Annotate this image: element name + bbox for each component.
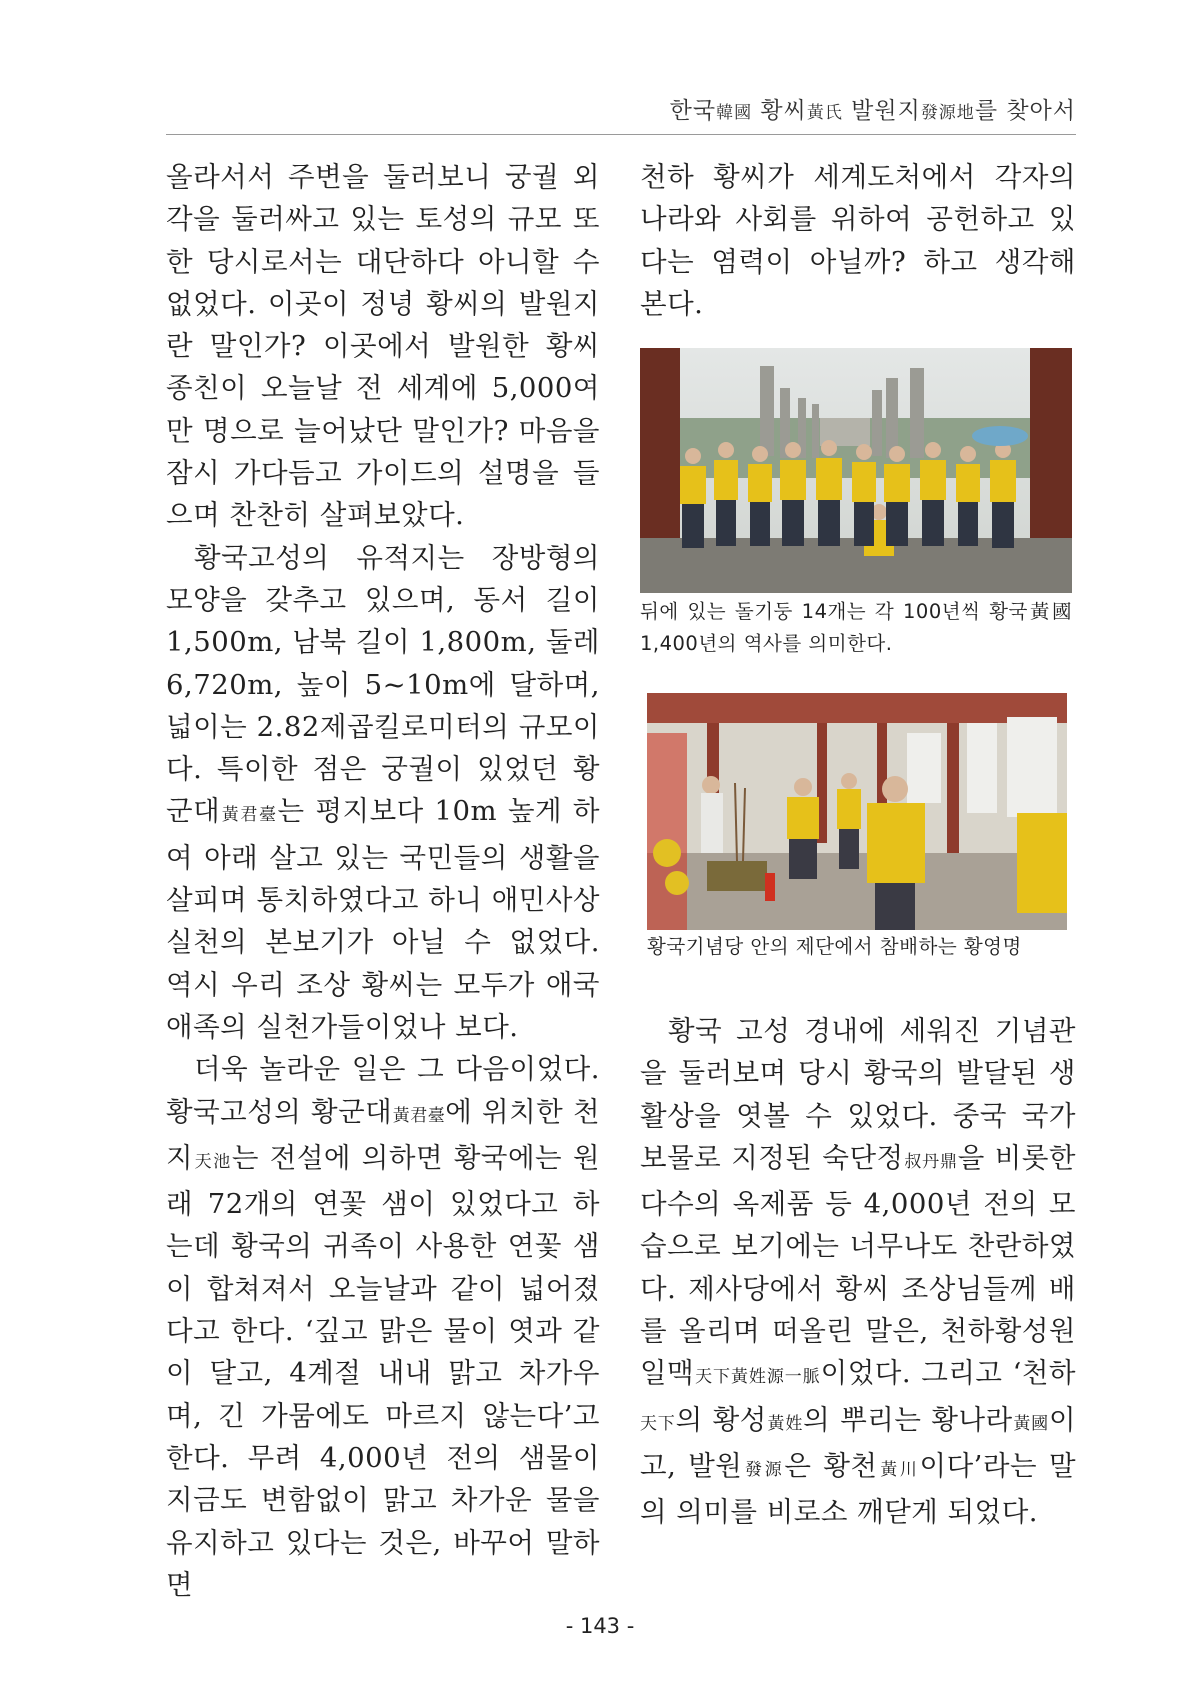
paragraph-5: 황국 고성 경내에 세워진 기념관을 둘러보며 당시 황국의 발달된 생활상을 엿볼 수 있었다. 중국 국가 보물로 지정된 숙단정叔丹鼎을 비롯한 다수의 옥제품 등 4,000년 전의 모습으로 보기에는 너무나도 찬란하였다. 제사당에서 황씨 조상님들께 배를 올리며 떠올린 말은, 천하황성원일맥天下黃姓源一脈이었다. 그리고 ‘천하天下의 황성黃姓의 뿌리는 황나라黃國이고, 발원發源은 황천黃川이다’라는 말의 의미를 비로소 깨닫게 되었다. [640,1015,1077,1529]
running-header: 한국韓國 황씨黃氏 발원지發源地를 찾아서 [669,98,1076,124]
photo-stone-pillars-illustration [640,348,1072,593]
right-column-bottom [640,1010,1076,1534]
paragraph-2: 황국고성의 유적지는 장방형의 모양을 갖추고 있으며, 동서 길이 1,500m, 남북 길이 1,800m, 둘레 6,720m, 높이 5~10m에 달하며, 넓이는 2.82제곱킬로미터의 규모이다. 특이한 점은 궁궐이 있었던 황군대黃君臺는 평지보다 10m 높게 하여 아래 살고 있는 국민들의 생활을 살피며 통치하였다고 하니 애민사상 실천의 본보기가 아닐 수 없었다. 역시 우리 조상 황씨는 모두가 애국애족의 실천가들이었나 보다. [166,541,600,1043]
photo-stone-pillars [640,348,1072,593]
page-number: - 143 - [565,1614,635,1638]
photo1-caption: 뒤에 있는 돌기둥 14개는 각 100년씩 황국黃國 1,400년의 역사를 의미한다. [640,600,1072,655]
photo-memorial-hall [647,693,1067,930]
photo2-caption: 황국기념당 안의 제단에서 참배하는 황영명 [647,935,1022,958]
paragraph-3: 더욱 놀라운 일은 그 다음이었다. 황국고성의 황군대黃君臺에 위치한 천지天池는 전설에 의하면 황국에는 원래 72개의 연꽃 샘이 있었다고 하는데 황국의 귀족이 사용한 연꽃 샘이 합쳐져서 오늘날과 같이 넓어졌다고 한다. ‘깊고 맑은 물이 엿과 같이 달고, 4계절 내내 맑고 차가우며, 긴 가뭄에도 마르지 않는다’고 한다. 무려 4,000년 전의 샘물이 지금도 변함없이 맑고 차가운 물을 유지하고 있다는 것은, 바꾸어 말하면 [166,1053,601,1601]
photo-memorial-hall-illustration [647,693,1067,930]
right-column-top [640,156,1076,325]
paragraph-1: 올라서서 주변을 둘러보니 궁궐 외각을 둘러싸고 있는 토성의 규모 또한 당시로서는 대단하다 아니할 수 없었다. 이곳이 정녕 황씨의 발원지란 말인가? 이곳에서 발원한 황씨 종친이 오늘날 전 세계에 5,000여만 명으로 늘어났단 말인가? 마음을 잠시 가다듬고 가이드의 설명을 들으며 찬찬히 살펴보았다. [166,161,600,532]
paragraph-4: 천하 황씨가 세계도처에서 각자의 나라와 사회를 위하여 공헌하고 있다는 염력이 아닐까? 하고 생각해 본다. [640,161,1076,320]
left-column [166,156,600,1606]
header-rule [166,134,1076,135]
